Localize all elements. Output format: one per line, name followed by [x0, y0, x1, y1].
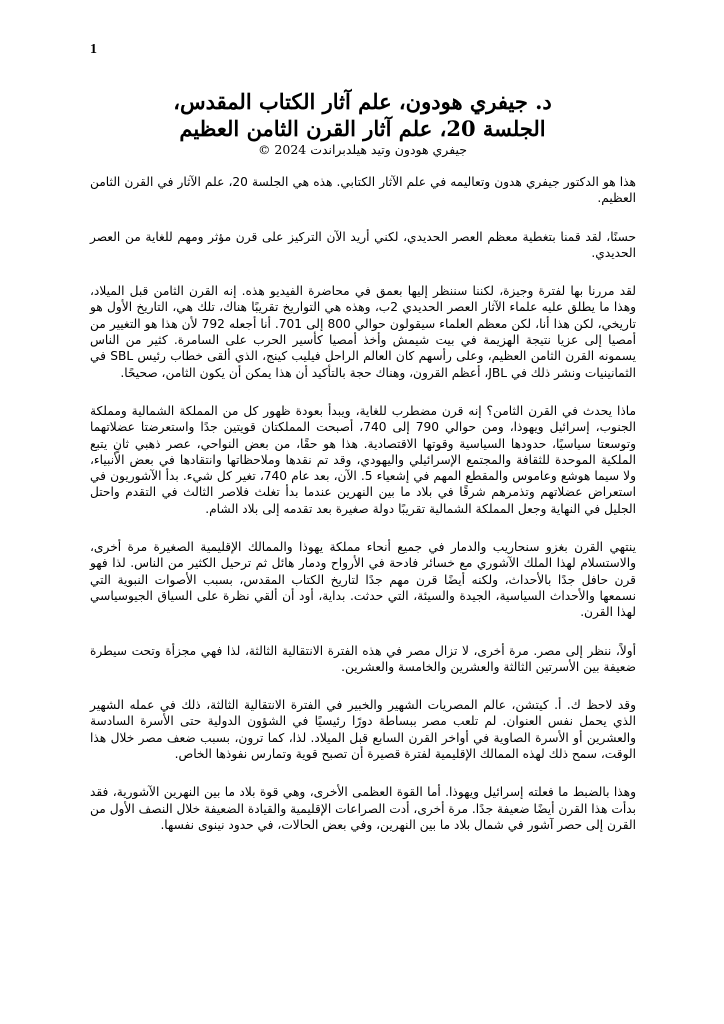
- paragraph: ينتهي القرن بغزو سنحاريب والدمار في جميع أنحاء مملكة يهوذا والممالك الإقليمية الصغيرة مرة أخرى، والاستسلام لهذا الملك الآشوري مع خسائر فادحة في الأرواح ودمار هائل ثم ترحيل الكثير من الناس. لذا فهو قرن حافل جدًا بالأحداث، ولكنه أيضًا قرن مهم جدًا لتاريخ الكتاب المقدس، بسبب الأصوات النبوية التي نسمعها والأحداث السياسية، الجيدة والسيئة، التي حدثت. بداية، أود أن ألقي نظرة على السياق الجيوسياسي لهذا القرن.: [90, 540, 636, 620]
- copyright-line: جيفري هودون وتيد هيلدبراندت 2024 ©: [257, 142, 468, 157]
- paragraph: ماذا يحدث في القرن الثامن؟ إنه قرن مضطرب للغاية، ويبدأ بعودة ظهور كل من المملكة الشمالية ومملكة الجنوب، إسرائيل ويهوذا، ومن حوالي 790 إلى 740، أصبحت المملكتان قويتين جدًا واستعرضتا عضلاتهما وتوسعتا سياسيًا، حدودها السياسية وقوتها الاقتصادية. هذا هو حقًا، من بعض النواحي، عصر ذهبي ثانٍ يتبع الملكية الموحدة للثقافة والمجتمع الإسرائيلي واليهودي، وقد تم نقدها وملاحظاتها وانتقادها في بعض الأنبياء، ولا سيما هوشع وعاموس والمقطع المهم في إشعياء 5. الآن، بعد عام 740، تغير كل شيء. بدأ الآشوريون في استعراض عضلاتهم وتذمرهم شرقًا في بلاد ما بين النهرين عندما بدأ تغلث فلاصر الثالث في التقدم واحتل الجليل في النهاية وجعل المملكة الشمالية تقريبًا دولة صغيرة بعد تقدمه إلى بلاد الشام.: [90, 403, 636, 516]
- paragraph: هذا هو الدكتور جيفري هدون وتعاليمه في علم الآثار الكتابي. هذه هي الجلسة 20، علم الآثار في القرن الثامن العظيم.: [90, 175, 636, 206]
- document-title-line1: د. جيفري هودون، علم آثار الكتاب المقدس،: [173, 89, 552, 114]
- paragraph: حسنًا، لقد قمنا بتغطية معظم العصر الحديدي، لكني أريد الآن التركيز على قرن مؤثر ومهم للغاية من العصر الحديدي.: [90, 229, 636, 260]
- document-title-line2: الجلسة 20، علم آثار القرن الثامن العظيم: [179, 116, 546, 141]
- document-body: [90, 174, 636, 855]
- paragraph: أولاً، ننظر إلى مصر. مرة أخرى، لا تزال مصر في هذه الفترة الانتقالية الثالثة، لذا فهي مجزأة وتحت سيطرة ضعيفة بين الأسرتين الثالثة والعشرين والخامسة والعشرين.: [90, 643, 636, 674]
- paragraph: لقد مررنا بها لفترة وجيزة، لكننا سننظر إليها بعمق في محاضرة الفيديو هذه. إنه القرن الثامن قبل الميلاد، وهذا ما يطلق عليه علماء الآثار العصر الحديدي 2ب، وهذه هي التواريخ تقريبًا هناك، تلك هي، التاريخ الأول هو تاريخي، لكن هذا أنا، لكن معظم العلماء سيقولون حوالي 800 إلى 701. أنا أجعله 792 لأن هذا هو التغيير من أمصيا إلى عزيا نتيجة الهزيمة في بيت شيمش وأخذ أمصيا كأسير الحرب على السامرة. كثير من الناس يسمونه القرن الثامن العظيم، وعلى رأسهم كان العالم الراحل فيليب كينج، الذي ألقى خطاب رئيس SBL في الثمانينيات ونشر ذلك في JBL، أعظم القرون، وهناك حجة بالتأكيد أن هذا يمكن أن يكون الثامن، صحيحًا.: [90, 284, 637, 380]
- page-number: 1: [90, 42, 97, 57]
- paragraph: وقد لاحظ ك. أ. كيتشن، عالم المصريات الشهير والخبير في الفترة الانتقالية الثالثة، ذلك في عمله الشهير الذي يحمل نفس العنوان. لم تلعب مصر ببساطة دورًا رئيسيًا في الشؤون الدولية حتى الأسرة السادسة والعشرين أو الأسرة الصاوية في أواخر القرن السابع قبل الميلاد. لذا، كما ترون، بسبب ضعف مصر خلال هذا الوقت، سمح ذلك لهذه الممالك الإقليمية لفترة قصيرة أن تصبح قوية وتمارس نفوذها الخاص.: [90, 698, 636, 762]
- document-header: [90, 88, 635, 158]
- paragraph: وهذا بالضبط ما فعلته إسرائيل ويهوذا. أما القوة العظمى الأخرى، وهي قوة بلاد ما بين النهرين الآشورية، فقد بدأت هذا القرن أيضًا ضعيفة جدًا. مرة أخرى، أدت الصراعات الإقليمية والقيادة الضعيفة خلال النصف الأول من القرن إلى حصر آشور في شمال بلاد ما بين النهرين، وفي بعض الحالات، في حدود نينوى نفسها.: [90, 785, 636, 832]
